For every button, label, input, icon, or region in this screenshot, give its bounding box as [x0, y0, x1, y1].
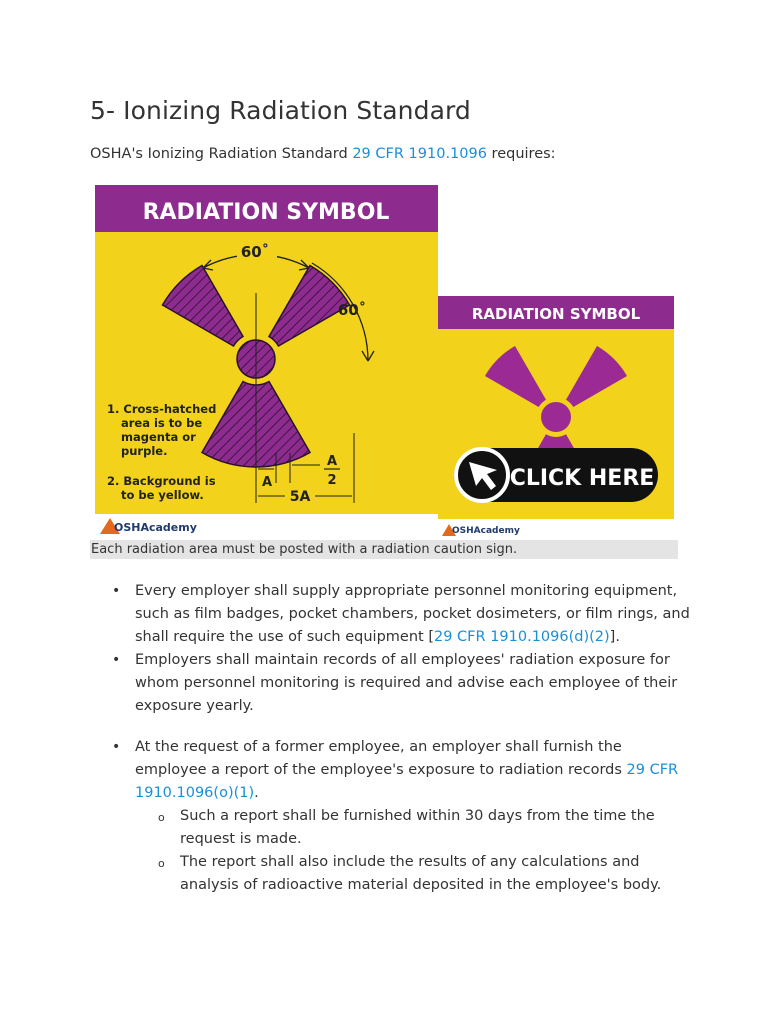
note1-line2: area is to be — [121, 416, 203, 430]
sub-list-item: o The report shall also include the results of any calculations and analysis of radioactive material deposited in the employee's body. — [135, 851, 690, 897]
intro-prefix: OSHA's Ionizing Radiation Standard — [90, 146, 353, 162]
note2-line2: to be yellow. — [121, 488, 204, 502]
radiation-symbol-figure — [90, 183, 678, 540]
page-heading: 5- Ionizing Radiation Standard — [90, 96, 471, 125]
note1-line3: magenta or — [121, 430, 196, 444]
list-item-text: Every employer shall supply appropriate personnel monitoring equipment, such as film badges, pocket chambers, pocket dosimeters, or film rings, and shall require the use of such equipment [ — [135, 583, 690, 645]
note2-line1: 2. Background is — [107, 474, 216, 488]
list-item-after: . — [254, 785, 259, 801]
click-here-banner[interactable] — [438, 296, 674, 538]
note1-line4: purple. — [121, 444, 168, 458]
sub-list — [135, 805, 690, 897]
dimension-5a-label: 5A — [289, 489, 311, 505]
angle-side-label: 60˚ — [337, 301, 367, 319]
list-item-text: Employers shall maintain records of all employees' radiation exposure for whom personnel monitoring is required and advise each employee of their exposure yearly. — [135, 652, 678, 714]
list-item-text: At the request of a former employee, an employer shall furnish the employee a report of the employee's exposure to radiation records — [135, 739, 627, 778]
cfr-1910-1096-o1-link[interactable]: 29 CFR 1910.1096(o)(1) — [135, 762, 679, 801]
logo-left-text: OSHAcademy — [114, 521, 197, 534]
intro-suffix: requires: — [486, 146, 556, 162]
dimension-a-half-den: 2 — [327, 473, 337, 488]
logo-right-text: OSHAcademy — [452, 526, 520, 536]
angle-top-label: 60˚ — [240, 243, 270, 261]
cfr-1910-1096-d2-link[interactable]: 29 CFR 1910.1096(d)(2) — [433, 629, 610, 645]
intro-paragraph — [90, 146, 556, 162]
left-panel-title: RADIATION SYMBOL — [142, 200, 390, 225]
cfr-1910-1096-link[interactable]: 29 CFR 1910.1096 — [352, 146, 487, 162]
oshacademy-logo-right — [442, 524, 520, 536]
click-here-button[interactable] — [454, 448, 658, 502]
requirements-list — [90, 580, 690, 897]
sub-list-item: o Such a report shall be furnished within 30 days from the time the request is made. — [135, 805, 690, 851]
list-item — [90, 580, 690, 649]
radiation-symbol-diagram — [95, 185, 438, 538]
list-item-after: ]. — [609, 629, 620, 645]
dimension-a-label: A — [261, 475, 273, 490]
dimension-a-half-num: A — [326, 454, 338, 469]
right-panel-title: RADIATION SYMBOL — [471, 305, 641, 323]
note1-line1: 1. Cross-hatched — [107, 402, 217, 416]
figure-caption: Each radiation area must be posted with a radiation caution sign. — [90, 540, 678, 559]
trefoil-center-small — [541, 402, 571, 432]
oshacademy-logo-left — [100, 518, 197, 534]
list-item — [90, 736, 690, 897]
list-item — [90, 649, 690, 718]
click-here-label: CLICK HERE — [509, 466, 655, 491]
